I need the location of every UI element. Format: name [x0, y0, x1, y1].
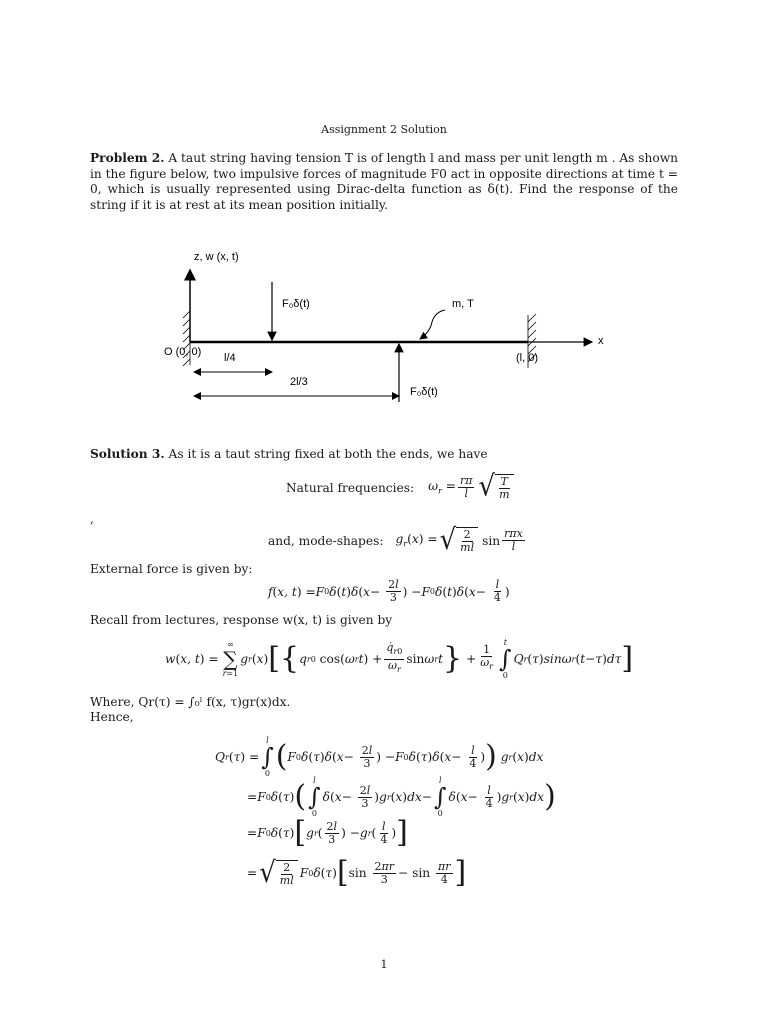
qr-derivation-4: = √ $\frac{2}{ml}$ F 0 δ ( τ ) [ sin $\frac{2\pi r}{3}$ − sin $\frac{\pi r}{4}$ ]: [247, 855, 467, 890]
where-line: Where, Qr(τ) = ∫₀ˡ f(x, τ)gr(x)dx.: [90, 695, 291, 709]
page-number: 1: [380, 958, 388, 971]
problem-text: A taut string having tension T is of length l and mass per unit length m . As shown in the figure below, two impulsive forces of magnitude F0 act in opposite directions at time t = 0, which is usually represented using Dirac-delta function as δ(t). Find the response of the string if it is at rest at its mean position initially.: [90, 151, 679, 212]
string-diagram: [150, 240, 630, 410]
z-axis-label: z, w (x, t): [194, 251, 239, 263]
mode-shapes-equation: and, mode-shapes: $g_r(x)$ = √ $\frac{2}{ml}$ sin $\frac{\text{rπx}}{l}$: [268, 523, 523, 557]
solution-label: Solution 3.: [90, 447, 165, 461]
problem-label: Problem 2.: [90, 151, 165, 165]
page-header: Assignment 2 Solution: [321, 123, 447, 136]
force-bottom-label: F₀δ(t): [410, 386, 438, 398]
dim-two-thirds-label: 2l/3: [290, 376, 308, 388]
solution-intro: As it is a taut string fixed at both the ends, we have: [168, 447, 488, 461]
mode-shapes-label: and, mode-shapes:: [268, 533, 384, 548]
mass-tension-label: m, T: [452, 298, 474, 310]
response-equation: w ( x, t ) = ∞ ∑ r=1 g r ( x ) [ { q r0 cos( ω r t ) + $\frac{q̇_{r0}}{\omega_r}$ sin ω r t } + $\frac{1}{\omega_r}$ t ∫ 0 Q r ( τ ) sinω r ( t − τ ) dτ ]: [165, 638, 634, 680]
qr-derivation-2: = F 0 δ ( τ ) ( l ∫ 0 δ ( x − $\frac{2l}{3}$ ) g r ( x ) dx − l ∫ 0 δ ( x − $\frac{l}{4}$ ) g r ( x ) dx ): [247, 776, 556, 818]
qr-derivation-1: Q r ( τ ) = l ∫ 0 ( F 0 δ ( τ ) δ ( x − $\frac{2l}{3}$ ) − F 0 δ ( τ ) δ ( x − $\frac{l}{4}$ ) ) g r ( x ) dx: [215, 736, 544, 778]
mass-tension-pointer: [420, 310, 445, 339]
end-label: (l, 0): [516, 352, 538, 364]
recall-intro: Recall from lectures, response w(x, t) is given by: [90, 613, 393, 627]
external-force-intro: External force is given by:: [90, 562, 253, 576]
x-axis-label: x: [598, 335, 604, 347]
external-force-equation: f ( x, t ) = F 0 δ ( t ) δ ( x − $\frac{2l}{3}$ ) − F 0 δ ( t ) δ ( x − $\frac{l}{4}$ ): [268, 578, 510, 604]
hence-line: Hence,: [90, 710, 134, 724]
force-top-label: F₀δ(t): [282, 298, 310, 310]
natural-freq-label: Natural frequencies:: [286, 480, 415, 495]
solution-intro-line: [90, 447, 488, 461]
qr-derivation-3: = F 0 δ ( τ ) [ g r ( $\frac{2l}{3}$ ) − g r ( $\frac{l}{4}$ ) ]: [247, 815, 408, 850]
natural-frequencies-equation: Natural frequencies: $\omega_r$ = $\frac{r\pi}{l}$ √ $\frac{T}{m}$: [286, 474, 516, 501]
problem-statement: [90, 151, 678, 213]
dim-quarter-label: l/4: [224, 352, 236, 364]
origin-label: O (0, 0): [164, 346, 202, 358]
comma-mark: ,: [90, 512, 94, 526]
